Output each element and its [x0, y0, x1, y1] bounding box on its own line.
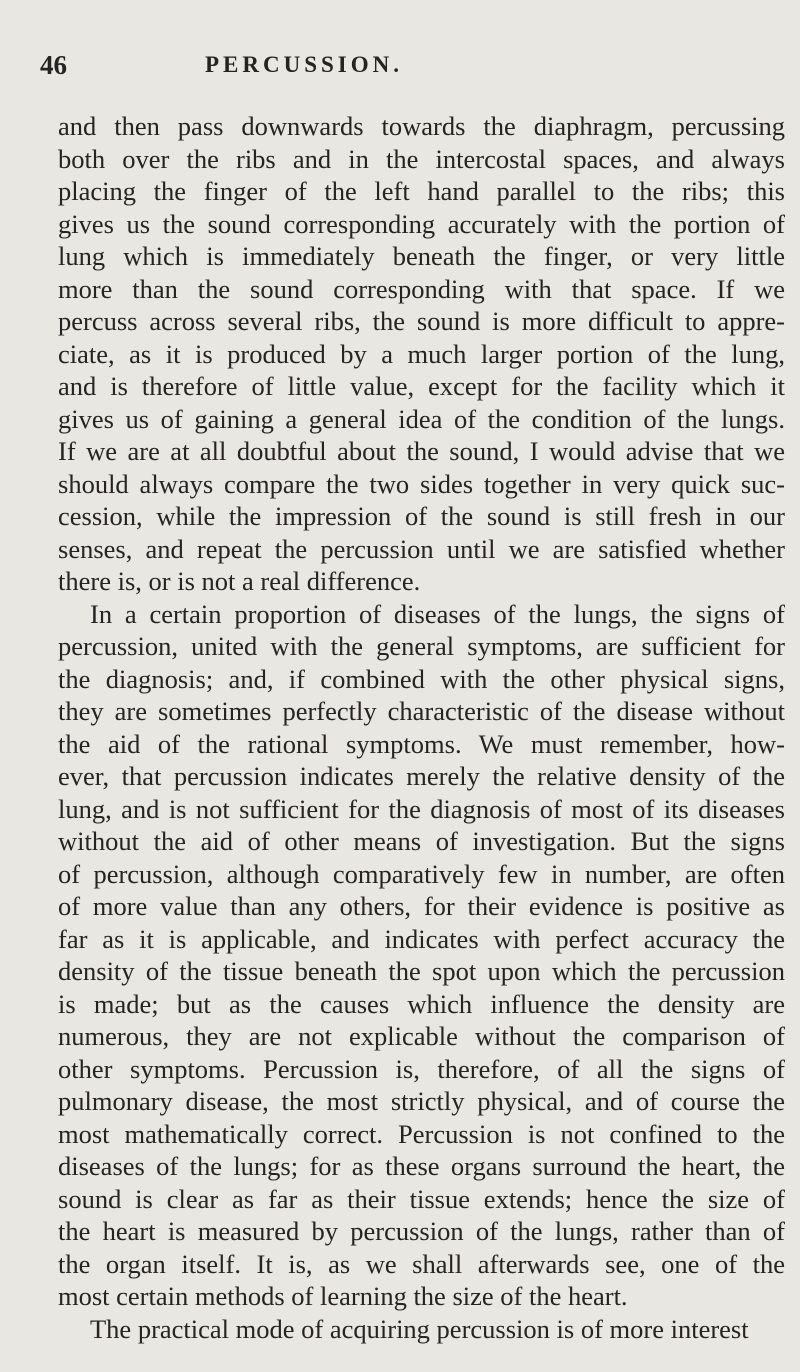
text-line: is made; but as the causes which influence the density are	[58, 988, 785, 1019]
text-line: more than the sound corresponding with that space. If we	[58, 273, 785, 304]
text-line: ever, that percussion indicates merely the relative density of the	[58, 761, 785, 791]
text-line: pulmonary disease, the most strictly physical, and of course the	[58, 1086, 785, 1116]
text-line: the organ itself. It is, as we shall afterwards see, one of the	[58, 1248, 785, 1279]
page-header	[0, 50, 800, 86]
text-line: lung, and is not sufficient for the diagnosis of most of its diseases	[58, 793, 785, 824]
text-line: the diagnosis; and, if combined with the other physical signs,	[58, 663, 785, 694]
text-line: there is, or is not a real difference.	[58, 566, 421, 596]
text-line: gives us of gaining a general idea of the condition of the lungs.	[58, 403, 785, 434]
text-line: most mathematically correct. Percussion is not confined to the	[58, 1118, 785, 1149]
text-line: If we are at all doubtful about the sound, I would advise that we	[58, 436, 785, 466]
page-number: 46	[40, 50, 67, 80]
text-line: senses, and repeat the percussion until we are satisfied whether	[58, 533, 785, 564]
text-line: and is therefore of little value, except for the facility which it	[58, 371, 785, 401]
text-line: of more value than any others, for their evidence is positive as	[58, 891, 785, 921]
text-line: gives us the sound corresponding accurately with the portion of	[58, 208, 785, 239]
text-line: sound is clear as far as their tissue extends; hence the size of	[58, 1183, 785, 1214]
text-line: far as it is applicable, and indicates with perfect accuracy the	[58, 923, 785, 954]
text-line: most certain methods of learning the size of the heart.	[58, 1281, 628, 1311]
body-text	[58, 110, 785, 1345]
text-line: cession, while the impression of the sound is still fresh in our	[58, 501, 785, 531]
running-title: PERCUSSION.	[205, 52, 404, 77]
text-line: density of the tissue beneath the spot upon which the percussion	[58, 956, 785, 986]
text-line: of percussion, although comparatively few in number, are often	[58, 858, 785, 889]
text-line: placing the finger of the left hand parallel to the ribs; this	[58, 176, 785, 206]
text-line: percuss across several ribs, the sound is more difficult to appre-	[58, 306, 785, 336]
text-line: should always compare the two sides together in very quick suc-	[58, 468, 785, 499]
text-line: In a certain proportion of diseases of the lungs, the signs of	[90, 598, 785, 629]
text-line: percussion, united with the general symptoms, are sufficient for	[58, 631, 785, 661]
text-line: the aid of the rational symptoms. We must remember, how-	[58, 728, 785, 759]
text-line: numerous, they are not explicable without the comparison of	[58, 1021, 785, 1051]
text-line: and then pass downwards towards the diaphragm, percussing	[58, 111, 785, 141]
text-line: ciate, as it is produced by a much larger portion of the lung,	[58, 338, 785, 369]
text-line: diseases of the lungs; for as these organs surround the heart, the	[58, 1151, 785, 1181]
text-line: The practical mode of acquiring percussion is of more interest	[90, 1313, 749, 1344]
text-line: they are sometimes perfectly characteristic of the disease without	[58, 696, 785, 726]
text-line: lung which is immediately beneath the finger, or very little	[58, 241, 785, 271]
text-line: both over the ribs and in the intercostal spaces, and always	[58, 143, 785, 174]
text-line: other symptoms. Percussion is, therefore, of all the signs of	[58, 1053, 785, 1084]
text-line: without the aid of other means of investigation. But the signs	[58, 826, 785, 856]
text-line: the heart is measured by percussion of the lungs, rather than of	[58, 1216, 785, 1246]
